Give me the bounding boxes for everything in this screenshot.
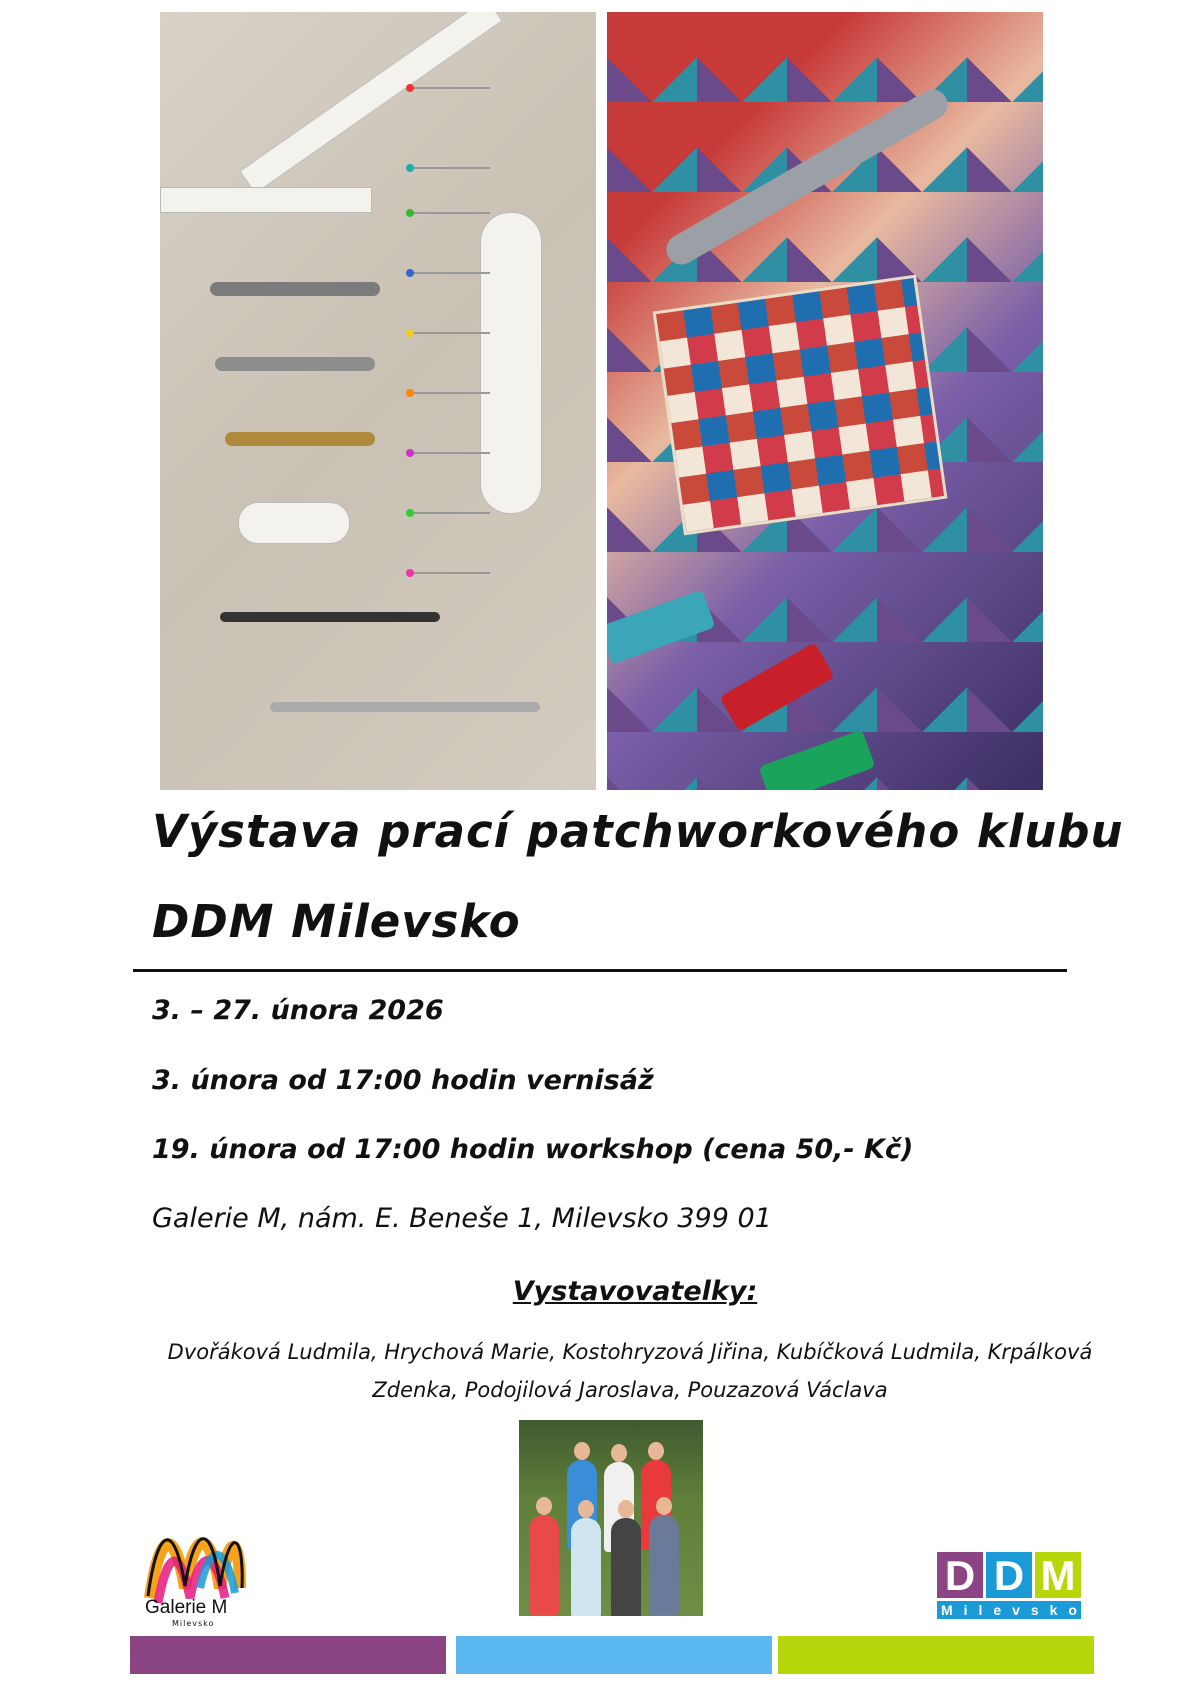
tweezers <box>225 432 375 446</box>
tape-measure <box>480 212 542 514</box>
ddm-milevsko-logo <box>937 1552 1081 1619</box>
patchwork-quilt-photo <box>607 12 1043 790</box>
quilt-block <box>653 275 948 536</box>
tape-measure <box>160 187 372 213</box>
footer-bar-purple <box>130 1636 446 1674</box>
ddm-subtitle <box>937 1601 1081 1619</box>
galerie-m-name: Galerie M <box>145 1597 228 1618</box>
ddm-sub-letter: M <box>941 1602 953 1618</box>
ddm-sub-letter: e <box>993 1602 1002 1618</box>
bodkin <box>270 702 540 712</box>
galerie-m-subtitle: Milevsko <box>172 1619 215 1628</box>
ddm-sub-letter: i <box>963 1602 968 1618</box>
tape-roll <box>238 502 350 544</box>
footer-bar-blue <box>456 1636 772 1674</box>
thread-spool <box>607 589 716 664</box>
ddm-sub-letter: l <box>978 1602 983 1618</box>
ddm-sub-letter: o <box>1068 1602 1077 1618</box>
workshop-info: 19. února od 17:00 hodin workshop (cena 50,- Kč) <box>152 1134 914 1165</box>
thread-spool <box>719 642 834 732</box>
group-photo <box>519 1420 703 1616</box>
vernissage-info: 3. února od 17:00 hodin vernisáž <box>152 1065 654 1096</box>
exhibitors-line-1: Dvořáková Ludmila, Hrychová Marie, Kostohryzová Jiřina, Kubíčková Ludmila, Krpálková <box>167 1340 1093 1364</box>
ddm-sub-letter: k <box>1049 1602 1058 1618</box>
seam-ripper <box>215 357 375 371</box>
title-line-2: DDM Milevsko <box>152 895 521 948</box>
scissors <box>661 84 953 270</box>
awl <box>220 612 440 622</box>
ddm-letter: D <box>986 1552 1032 1598</box>
thread-spool <box>758 729 875 790</box>
snips <box>210 282 380 296</box>
exhibition-dates: 3. – 27. února 2026 <box>152 995 444 1026</box>
footer-bar-green <box>778 1636 1094 1674</box>
ddm-sub-letter: s <box>1030 1602 1039 1618</box>
ddm-sub-letter: v <box>1012 1602 1020 1618</box>
divider <box>133 969 1067 972</box>
sewing-tools-photo <box>160 12 596 790</box>
venue-address: Galerie M, nám. E. Beneše 1, Milevsko 399 01 <box>152 1203 772 1234</box>
title-line-1: Výstava prací patchworkového klubu <box>152 805 1124 858</box>
exhibitors-heading: Vystavovatelky: <box>512 1276 758 1307</box>
ddm-letter: D <box>937 1552 983 1598</box>
ddm-letter: M <box>1035 1552 1081 1598</box>
exhibitors-line-2: Zdenka, Podojilová Jaroslava, Pouzazová Václava <box>372 1378 888 1402</box>
